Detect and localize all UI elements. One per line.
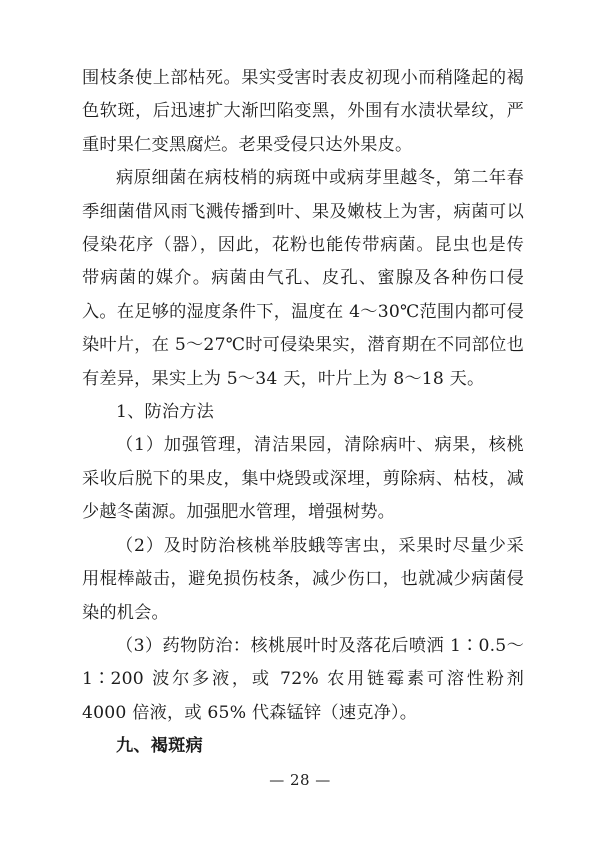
item-management: （1）加强管理，清洁果园，清除病叶、病果，核桃采收后脱下的果皮，集中烧毁或深埋，剪除病、枯枝，减少越冬菌源。加强肥水管理，增强树势。: [82, 435, 524, 523]
heading-prevention: 1、防治方法: [116, 402, 215, 423]
paragraph-pathogen: 病原细菌在病枝梢的病斑中或病芽里越冬，第二年春季细菌借风雨飞溅传播到叶、果及嫩枝上为害，病菌可以侵染花序（器），因此，花粉也能传带病菌。昆虫也是传带病菌的媒介。病菌由气孔、皮孔、蜜腺及各种伤口侵入。在足够的湿度条件下，温度在 4～30℃范围内都可侵染叶片，在 5～27℃时可侵染果实，潜育期在不同部位也有差异，果实上为 5～34 天，叶片上为 8～18 天。: [82, 168, 524, 389]
section-heading: 九、褐斑病: [116, 736, 203, 757]
page-number: — 28 —: [269, 771, 331, 789]
item-pest-control: （2）及时防治核桃举肢蛾等害虫，采果时尽量少采用棍棒敲击，避免损伤枝条，减少伤口，也就减少病菌侵染的机会。: [82, 535, 524, 623]
item-chemical-control: （3）药物防治：核桃展叶时及落花后喷洒 1∶0.5～1∶200 波尔多液，或 72% 农用链霉素可溶性粉剂 4000 倍液，或 65% 代森锰锌（速克净）。: [82, 635, 524, 723]
opening-lines: 围枝条使上部枯死。果实受害时表皮初现小而稍隆起的褐色软斑，后迅速扩大渐凹陷变黑，外围有水渍状晕纹，严重时果仁变黑腐烂。老果受侵只达外果皮。: [82, 68, 524, 155]
body-text: [82, 62, 524, 764]
